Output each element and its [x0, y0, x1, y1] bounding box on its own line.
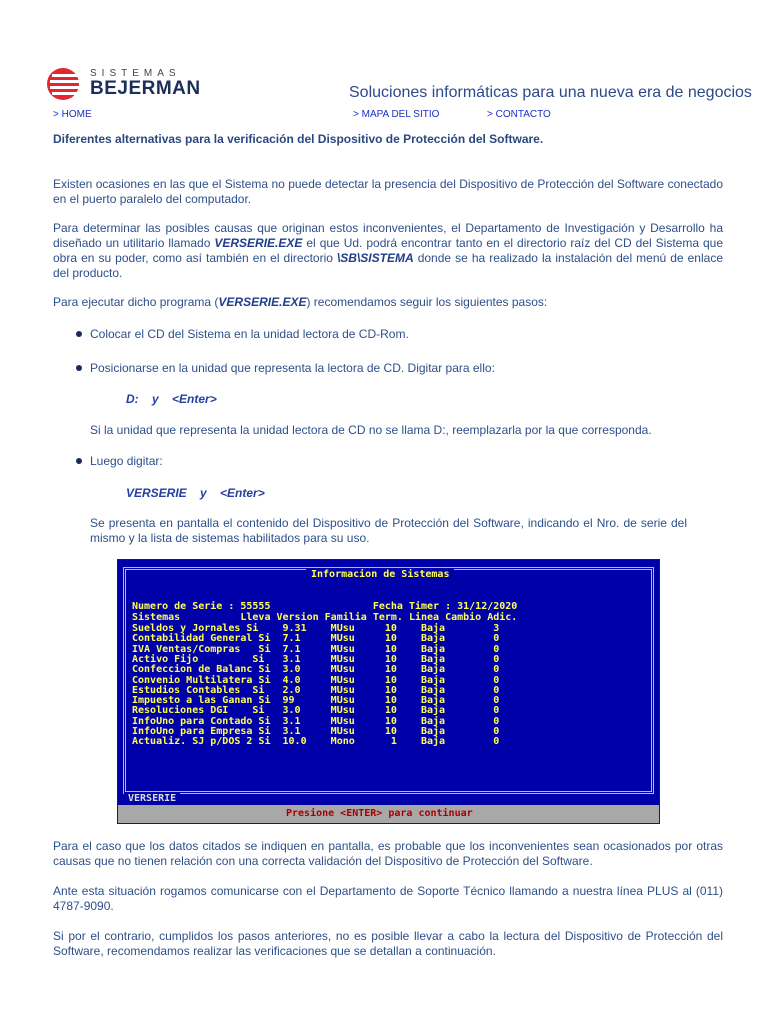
nav-site-map-link[interactable]: > MAPA DEL SITIO [353, 109, 440, 120]
dos-row: Impuesto a las Ganan Si 99 MUsu 10 Baja 0 [132, 695, 500, 707]
command-drive: D: y <Enter> [126, 392, 217, 406]
dos-row: InfoUno para Contado Si 3.1 MUsu 10 Baja 0 [132, 715, 500, 727]
logo-bejerman-text: BEJERMAN [90, 78, 201, 99]
bullet-icon [76, 365, 84, 373]
steps-intro-paragraph: Para ejecutar dicho programa (VERSERIE.EXE) recomendamos seguir los siguientes pasos: [53, 295, 548, 309]
program-name: VERSERIE.EXE [218, 295, 307, 309]
dos-status-bar [118, 805, 659, 823]
program-name: VERSERIE.EXE [214, 236, 303, 250]
dos-row: Resoluciones DGI Si 3.0 MUsu 10 Baja 0 [132, 705, 500, 717]
bullet-icon [76, 331, 84, 339]
dos-row: IVA Ventas/Compras Si 7.1 MUsu 10 Baja 0 [132, 643, 500, 655]
nav-home-link[interactable]: > HOME [53, 109, 92, 120]
step-1-text: Colocar el CD del Sistema en la unidad lectora de CD-Rom. [90, 327, 409, 341]
step-3-text: Luego digitar: [90, 454, 163, 468]
logo-mark-icon [46, 66, 84, 102]
page-title: Diferentes alternativas para la verificación del Dispositivo de Protección del Software. [53, 132, 544, 146]
dos-status-text: Presione <ENTER> para continuar [286, 808, 473, 819]
dos-row: Contabilidad General Si 7.1 MUsu 10 Baja 0 [132, 633, 500, 645]
logo-sistemas-text: SISTEMAS [90, 68, 181, 79]
dos-row: Sueldos y Jornales Si 9.31 MUsu 10 Baja 3 [132, 623, 500, 634]
site-tagline: Soluciones informáticas para una nueva era de negocios [349, 84, 752, 101]
dos-row: InfoUno para Empresa Si 3.1 MUsu 10 Baja 0 [132, 726, 500, 737]
step-2-note: Si la unidad que representa la unidad lectora de CD no se llama D:, reemplazarla por la que corresponda. [90, 423, 652, 437]
purpose-paragraph: Para determinar las posibles causas que originan estos inconvenientes, el Departamento de Investigación y Desarrollo ha diseñado un utilitario llamado VERSERIE.EXE el que Ud. podrá encontrar tanto en el directorio raíz del CD del Sistema que obra en su poder, como así también en el directorio \SB\SISTEMA donde se ha realizado la instalación del menú de enlace del producto. [53, 221, 723, 280]
result-paragraph: Para el caso que los datos citados se indiquen en pantalla, es probable que los inconvenientes sean ocasionados por otras causas que no tienen relación con una correcta validación del Dispositivo de Protección del Software. [53, 839, 723, 868]
dos-row: Activo Fijo Si 3.1 MUsu 10 Baja 0 [132, 653, 500, 665]
dos-serial-line: Numero de Serie : 55555 Fecha Timer : 31/12/2020 [132, 601, 518, 612]
support-paragraph: Ante esta situación rogamos comunicarse con el Departamento de Soporte Técnico llamando a nuestra línea PLUS al (011) 4787-9090. [53, 884, 723, 913]
command-verserie: VERSERIE y <Enter> [126, 486, 265, 500]
dos-window-title: Informacion de Sistemas [306, 569, 454, 580]
dos-row: Convenio Multilatera Si 4.0 MUsu 10 Baja 0 [132, 674, 500, 686]
dos-row: Actualiz. SJ p/DOS 2 Si 10.0 Mono 1 Baja 0 [132, 736, 500, 748]
verserie-screen [117, 559, 660, 824]
bullet-icon [76, 458, 84, 466]
next-steps-paragraph: Si por el contrario, cumplidos los pasos anteriores, no es posible llevar a cabo la lectura del Dispositivo de Protección del Software, recomendamos realizar las verificaciones que se detallan a continuación. [53, 929, 723, 958]
dos-header-line: Sistemas Lleva Version Familia Term. Linea Cambio Adic. [132, 612, 518, 623]
dos-row: Estudios Contables Si 2.0 MUsu 10 Baja 0 [132, 684, 500, 696]
dos-row: Confeccion de Balanc Si 3.0 MUsu 10 Baja 0 [132, 664, 500, 676]
directory-path: \SB\SISTEMA [336, 251, 414, 265]
step-3-note: Se presenta en pantalla el contenido del Dispositivo de Protección del Software, indicando el Nro. de serie del mismo y la lista de sistemas habilitados para su uso. [90, 516, 687, 545]
intro-paragraph: Existen ocasiones en las que el Sistema no puede detectar la presencia del Dispositivo de Protección del Software conectado en el puerto paralelo del computador. [53, 177, 723, 206]
bejerman-logo [46, 66, 201, 102]
nav-contact-link[interactable]: > CONTACTO [487, 109, 551, 120]
step-2-text: Posicionarse en la unidad que representa la lectora de CD. Digitar para ello: [90, 361, 495, 375]
dos-program-label: VERSERIE [124, 793, 180, 804]
